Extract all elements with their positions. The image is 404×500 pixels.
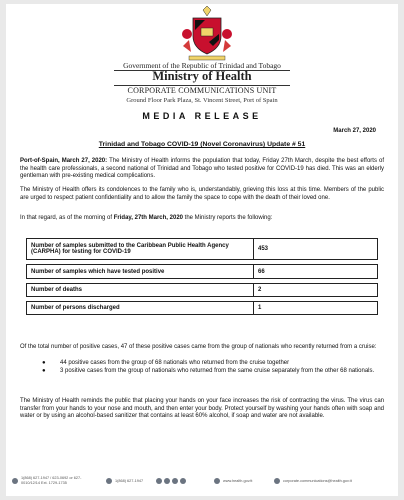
stat-value: 66: [254, 265, 378, 279]
facebook-icon: [156, 478, 162, 484]
dateline: Port-of-Spain, March 27, 2020:: [20, 158, 108, 164]
stat-value: 2: [254, 284, 378, 297]
paragraph-4: Of the total number of positive cases, 47 of these positive cases came from the group of nationals who recently returned from a cruise:: [20, 344, 377, 350]
email-icon: [274, 478, 280, 484]
stat-value: 1: [254, 302, 378, 315]
table-row: [27, 302, 378, 315]
list-item-text: 3 positive cases from the group of nationals who returned from the same cruise separately from the other 68 nationals.: [60, 367, 375, 374]
stat-label: Number of samples submitted to the Caribbean Public Health Agency (CARPHA) for testing for COVID-19: [27, 239, 254, 260]
footer-phones: 1(868) 627-1947 / 623-0692 or 627-0010/12/14 Ext. 1729-1735: [21, 476, 82, 485]
media-release-heading: MEDIA RELEASE: [142, 111, 262, 121]
table-row: [27, 284, 378, 297]
list-item: [38, 360, 398, 368]
ministry-name: Ministry of Health: [152, 69, 252, 83]
paragraph-1: [20, 158, 384, 181]
footer-phone: 1(868) 627-1947: [115, 479, 144, 483]
instagram-icon: [172, 478, 178, 484]
paragraph-1-body: The Ministry of Health informs the population that today, Friday 27th March, despite the best efforts of the health care professionals, a second national of Trinidad and Tobago who tested positive for COVID-19 has died. This was an elderly gentleman with pre-existing medical complications.: [20, 158, 384, 180]
release-date: March 27, 2020: [333, 128, 376, 134]
list-item: [38, 368, 398, 376]
government-line: Government of the Republic of Trinidad and Tobago: [123, 61, 281, 70]
web-icon: [214, 478, 220, 484]
table-row: [27, 265, 378, 279]
coat-of-arms-icon: [179, 6, 235, 62]
phone-icon: [106, 478, 112, 484]
release-title: Trinidad and Tobago COVID-19 (Novel Coronavirus) Update # 51: [98, 141, 306, 148]
paragraph-2: The Ministry of Health offers its condolences to the family who is, understandably, grieving this loss at this time. Members of the public are urged to respect patient confidentiality and to allow the family the space to cope with the death of their loved one.: [20, 187, 384, 201]
footer: [6, 474, 398, 496]
unit-name: CORPORATE COMMUNICATIONS UNIT: [127, 86, 277, 95]
footer-email[interactable]: corporate.communications@health.gov.tt: [283, 479, 352, 483]
unit-address: Ground Floor Park Plaza, St. Vincent Street, Port of Spain: [126, 97, 278, 104]
stat-label: Number of deaths: [27, 284, 254, 297]
paragraph-5: The Ministry of Health reminds the public that placing your hands on your face increases the risk of contracting the virus. The virus can transfer from your hands to your nose and mouth, and then enter your body. Protect yourself by washing your hands often with soap and water or by using an alcohol-based sanitizer that contains at least 60% alcohol, if soap and water are not available.: [20, 398, 384, 420]
paragraph-3: [20, 215, 384, 223]
stat-label: Number of samples which have tested positive: [27, 265, 254, 279]
stat-label: Number of persons discharged: [27, 302, 254, 315]
stat-value: 453: [254, 239, 378, 260]
phone-icon: [12, 478, 18, 484]
statistics-table: [26, 238, 378, 315]
report-date: Friday, 27th March, 2020: [113, 215, 183, 221]
paragraph-3-end: the Ministry reports the following:: [183, 215, 273, 221]
twitter-icon: [164, 478, 170, 484]
bullet-icon: ●: [42, 367, 46, 374]
youtube-icon: [180, 478, 186, 484]
media-release-page: [6, 4, 398, 496]
paragraph-3-start: In that regard, as of the morning of: [20, 215, 114, 221]
table-row: [27, 239, 378, 260]
cruise-cases-list: [20, 360, 398, 375]
list-item-text: 44 positive cases from the group of 68 nationals who returned from the cruise together: [60, 360, 290, 366]
footer-website[interactable]: www.health.gov.tt: [223, 479, 253, 483]
bullet-icon: ●: [42, 360, 46, 366]
